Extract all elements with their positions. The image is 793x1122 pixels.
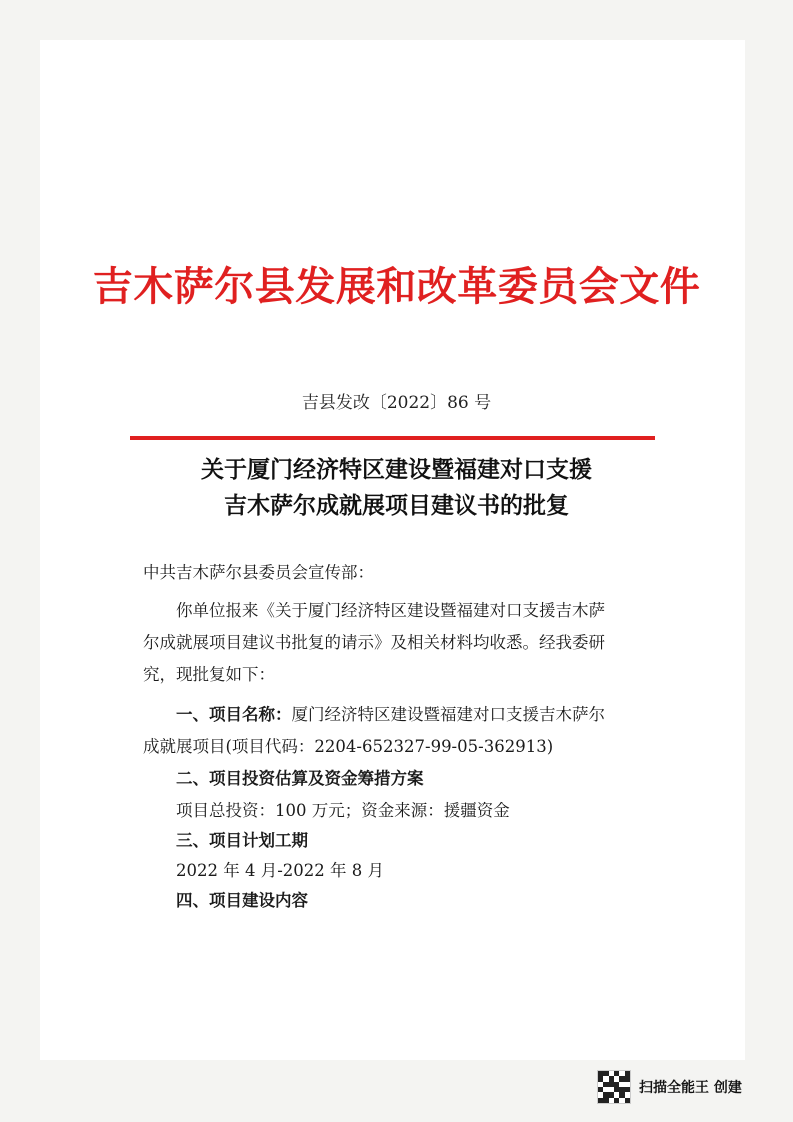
paragraph-1-line-3: 究，现批复如下：: [143, 665, 275, 684]
section-3-heading: 三、项目计划工期: [176, 831, 308, 850]
section-1-text: 厦门经济特区建设暨福建对口支援吉木萨尔: [291, 705, 605, 724]
paragraph-1-line-1: 你单位报来《关于厦门经济特区建设暨福建对口支援吉木萨: [176, 601, 605, 620]
addressee: 中共吉木萨尔县委员会宣传部：: [143, 563, 374, 582]
section-2-text: 项目总投资：100 万元；资金来源：援疆资金: [176, 801, 510, 820]
title-line-1: 关于厦门经济特区建设暨福建对口支援: [201, 456, 592, 483]
scanner-watermark: [597, 1070, 742, 1104]
paragraph-1-line-2: 尔成就展项目建议书批复的请示》及相关材料均收悉。经我委研: [143, 633, 605, 652]
masthead-title: 吉木萨尔县发展和改革委员会文件: [92, 264, 701, 310]
document-number: 吉县发改〔2022〕86 号: [301, 393, 492, 413]
title-line-2: 吉木萨尔成就展项目建议书的批复: [224, 492, 569, 519]
section-2-heading: 二、项目投资估算及资金筹措方案: [176, 769, 424, 788]
document-title: [0, 452, 793, 524]
section-4-heading: 四、项目建设内容: [176, 891, 308, 910]
section-1-line-2: 成就展项目(项目代码：2204-652327-99-05-362913): [143, 737, 554, 756]
section-1-line: [176, 702, 605, 728]
paper-sheet: [40, 40, 745, 1060]
section-1-heading: 一、项目名称：: [176, 705, 292, 724]
red-divider-line: [130, 436, 655, 440]
qr-code-icon: [597, 1070, 631, 1104]
watermark-text: 扫描全能王 创建: [639, 1080, 742, 1096]
section-3-text: 2022 年 4 月-2022 年 8 月: [176, 861, 385, 880]
